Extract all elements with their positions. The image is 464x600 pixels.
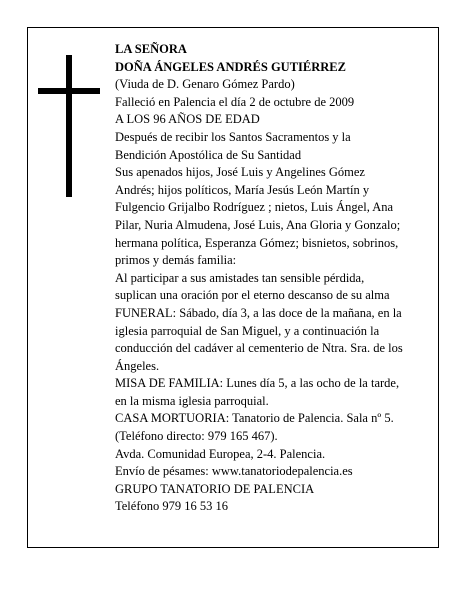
funeral-paragraph: FUNERAL: Sábado, día 3, a las doce de la mañana, en la iglesia parroquial de San Miguel, y a continuación la conducción del cadáver al cementerio de Ntra. Sra. de los Ángeles. <box>115 305 403 373</box>
address-line: Avda. Comunidad Europea, 2-4. Palencia. <box>115 446 326 461</box>
family-paragraph: Sus apenados hijos, José Luis y Angelines Gómez Andrés; hijos políticos, María Jesús León Martín y Fulgencio Grijalbo Rodríguez ; nietos, Luis Ángel, Ana Pilar, Nuria Almudena, José Luis, Ana Gloria y Gonzalo; hermana política, Esperanza Gómez; bisnietos, sobrinos, primos y demás familia: <box>115 165 401 268</box>
age-line: A LOS 96 AÑOS DE EDAD <box>115 112 260 127</box>
family-mass-paragraph: MISA DE FAMILIA: Lunes día 5, a las ocho de la tarde, en la misma iglesia parroquial. <box>115 376 400 408</box>
sacraments-paragraph: Después de recibir los Santos Sacramentos y la Bendición Apostólica de Su Santidad <box>115 129 351 162</box>
obituary-text <box>115 41 405 516</box>
prayer-request-paragraph: Al participar a sus amistades tan sensible pérdida, suplican una oración por el eterno descanso de su alma <box>115 270 390 303</box>
honorific-heading: LA SEÑORA <box>115 42 187 56</box>
widow-of-line: (Viuda de D. Genaro Gómez Pardo) <box>115 77 295 92</box>
mortuary-paragraph: CASA MORTUORIA: Tanatorio de Palencia. Sala nº 5. (Teléfono directo: 979 165 467). <box>115 411 394 444</box>
phone-line: Teléfono 979 16 53 16 <box>115 499 228 514</box>
condolences-line: Envío de pésames: www.tanatoriodepalencia.es <box>115 464 353 479</box>
cross-horizontal-bar <box>38 88 100 94</box>
deceased-name: DOÑA ÁNGELES ANDRÉS GUTIÉRREZ <box>115 59 346 74</box>
latin-cross-icon <box>38 55 100 197</box>
death-date-line: Falleció en Palencia el día 2 de octubre de 2009 <box>115 94 355 109</box>
cross-vertical-bar <box>66 55 72 197</box>
company-name: GRUPO TANATORIO DE PALENCIA <box>115 481 315 496</box>
